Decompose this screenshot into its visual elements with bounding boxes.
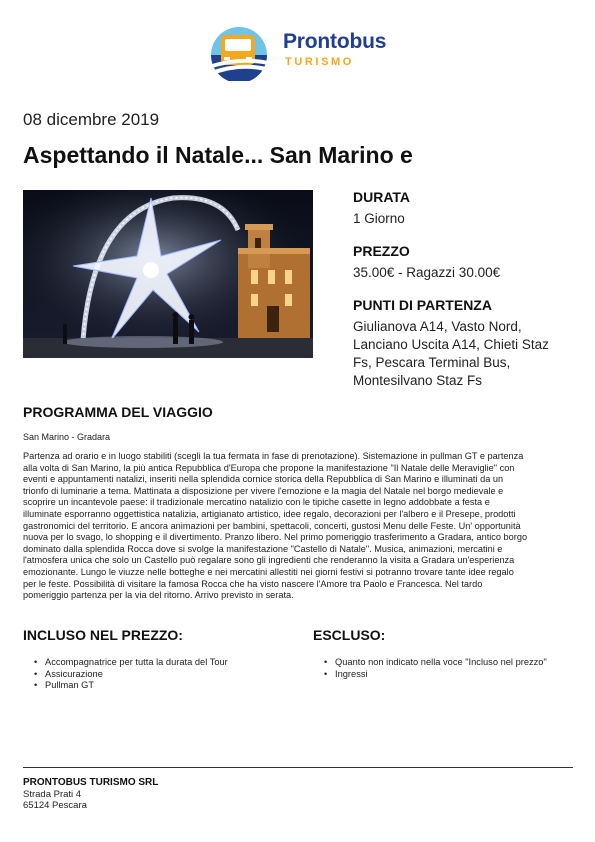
list-item: • Accompagnatrice per tutta la durata del Tour [34, 657, 228, 669]
departure-line: Giulianova A14, Vasto Nord, [353, 319, 522, 334]
program-heading: PROGRAMMA DEL VIAGGIO [23, 404, 213, 420]
trip-date: 08 dicembre 2019 [23, 110, 160, 129]
program-line: illuminate esporranno oggettistica natalizia, artigianato artistico, idee regalo, decorazioni per l'albero e il Presepe, prodotti [23, 508, 516, 519]
departure-line: Fs, Pescara Terminal Bus, [353, 355, 511, 370]
program-line: emozionante. Lungo le viuzze nelle botteghe e nei mercatini allestiti nei giorni festivi si potranno trovare tante idee regalo [23, 566, 514, 577]
trip-title: Aspettando il Natale... San Marino e [23, 142, 413, 168]
included-heading: INCLUSO NEL PREZZO: [23, 627, 183, 643]
christmas-star-photo [23, 190, 313, 358]
program-route: San Marino - Gradara [23, 432, 111, 442]
footer-divider [23, 767, 573, 768]
trip-info [353, 189, 578, 390]
price-value: 35.00€ - Ragazzi 30.00€ [353, 265, 501, 280]
departures-label: PUNTI DI PARTENZA [353, 297, 492, 313]
program-line: nuova per lo svago, lo shopping e il divertimento. Pranzo libero. Nel primo pomeriggio trasferimento a Gradara, antico borgo [23, 532, 528, 543]
program-description [23, 451, 578, 602]
program-line: pomeriggio partenza per la via del ritorno. Arrivo previsto in serata. [23, 590, 294, 601]
program-line: l'atmosfera unica che solo un Castello può regalare sono gli ingredienti che renderanno la visita a Gradara un'esperienza [23, 555, 515, 566]
bus-logo-icon [207, 21, 271, 81]
program-line: dominato dalla splendida Rocca dove si svolge la manifestazione "Castello di Natale". Musica, animazioni, mercatini e [23, 543, 503, 554]
company-city: 65124 Pescara [23, 800, 87, 811]
program-line: Partenza ad orario e in luogo stabiliti (scegli la tua fermata in fase di prenotazione). Sistemazione in pullman GT e partenza [23, 451, 524, 461]
departure-line: Lanciano Uscita A14, Chieti Staz [353, 337, 549, 352]
list-item: • Pullman GT [34, 680, 228, 692]
company-street: Strada Prati 4 [23, 789, 82, 800]
departures-list [353, 318, 578, 390]
brand-subtitle: TURISMO [285, 56, 354, 68]
company-name: PRONTOBUS TURISMO SRL [23, 777, 159, 788]
list-item: • Quanto non indicato nella voce "Incluso nel prezzo" [324, 657, 547, 669]
program-line: scoprire un incantevole paese: il tradizionale mercatino natalizio con le tipiche casette in legno addobbate a festa e [23, 497, 490, 508]
duration-value: 1 Giorno [353, 211, 405, 226]
program-line: gastronomici del territorio. E ancora animazioni per bambini, spettacoli, concerti, gustosi Menu delle Feste. Un' opportunità [23, 520, 521, 531]
departure-line: Montesilvano Staz Fs [353, 373, 483, 388]
excluded-list [324, 657, 547, 680]
list-item: • Ingressi [324, 669, 547, 681]
brand-logo [207, 21, 407, 81]
program-line: eventi e appuntamenti natalizi, inseriti nella splendida cornice storica della Repubblica di San Marino e illuminati da un [23, 474, 504, 485]
included-list [34, 657, 228, 692]
brand-name: Prontobus [283, 30, 387, 53]
program-line: trionfo di luminarie a tema. Mattinata a disposizione per vivere l'emozione e la magia del Natale nel borgo medievale e [23, 485, 504, 496]
list-item: • Assicurazione [34, 669, 228, 681]
program-line: per le feste. Possibilità di visitare la famosa Rocca che ha visto nascere l'Amore tra Paolo e Francesca. Nel tardo [23, 578, 483, 589]
excluded-heading: ESCLUSO: [313, 627, 386, 643]
program-line: alla volta di San Marino, la più antica Repubblica d'Europa che propone la manifestazione "Il Natale delle Meraviglie" con [23, 462, 515, 473]
duration-label: DURATA [353, 189, 411, 205]
price-label: PREZZO [353, 243, 410, 259]
